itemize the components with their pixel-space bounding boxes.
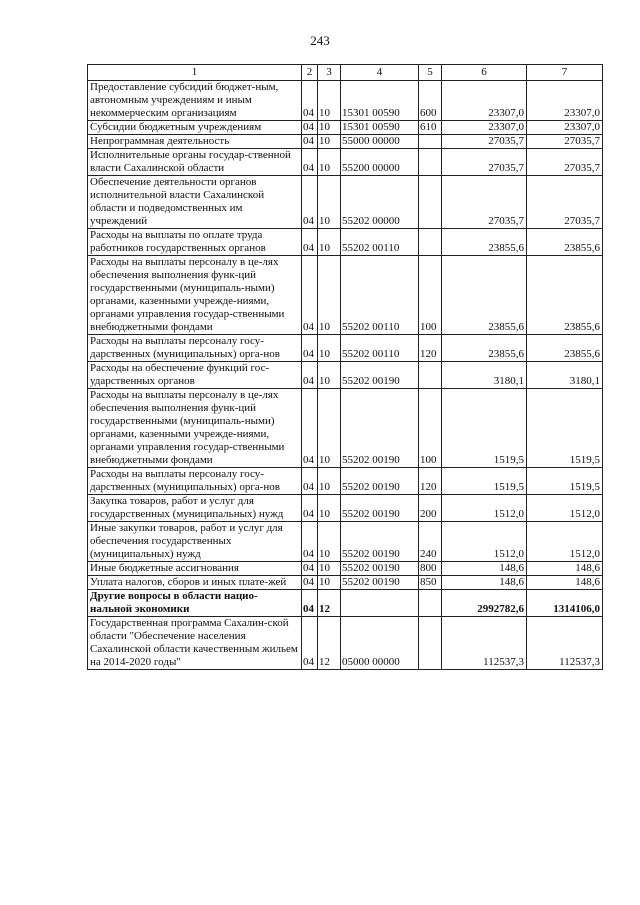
row-name-cell: Расходы на выплаты персоналу госу-дарственных (муниципальных) орга-нов — [88, 335, 302, 362]
expense-type-cell: 610 — [419, 121, 442, 135]
subsection-code-cell: 10 — [318, 176, 341, 229]
column-header: 5 — [419, 65, 442, 81]
row-name-cell: Расходы на выплаты персоналу госу-дарственных (муниципальных) орга-нов — [88, 468, 302, 495]
row-name-cell: Государственная программа Сахалин-ской области "Обеспечение населения Сахалинской области качественным жильем на 2014-2020 годы" — [88, 617, 302, 670]
table-row — [88, 522, 603, 562]
table-row — [88, 562, 603, 576]
table-row — [88, 617, 603, 670]
section-code-cell: 04 — [302, 617, 318, 670]
table-row — [88, 576, 603, 590]
column-header: 7 — [527, 65, 603, 81]
section-code-cell: 04 — [302, 256, 318, 335]
amount-col7-cell: 148,6 — [527, 562, 603, 576]
row-name-cell: Расходы на выплаты персоналу в це-лях обеспечения выполнения функ-ций государственными (муниципаль-ными) органами, казенными учрежде-ниями, органами управления государ-ственными внебюджетными фондами — [88, 256, 302, 335]
amount-col6-cell: 148,6 — [442, 562, 527, 576]
row-name-cell: Непрограммная деятельность — [88, 135, 302, 149]
amount-col6-cell: 3180,1 — [442, 362, 527, 389]
subsection-code-cell: 10 — [318, 121, 341, 135]
amount-col6-cell: 1512,0 — [442, 522, 527, 562]
page-number: 243 — [310, 33, 330, 48]
column-header: 1 — [88, 65, 302, 81]
table-row — [88, 389, 603, 468]
table-row — [88, 590, 603, 617]
target-item-code-cell: 55202 00190 — [341, 362, 419, 389]
table-body — [88, 81, 603, 670]
row-name-cell: Обеспечение деятельности органов исполнительной власти Сахалинской области и подведомственных им учреждений — [88, 176, 302, 229]
section-code-cell: 04 — [302, 135, 318, 149]
expense-type-cell: 800 — [419, 562, 442, 576]
subsection-code-cell: 10 — [318, 81, 341, 121]
section-code-cell: 04 — [302, 522, 318, 562]
subsection-code-cell: 10 — [318, 389, 341, 468]
subsection-code-cell: 10 — [318, 562, 341, 576]
amount-col6-cell: 112537,3 — [442, 617, 527, 670]
expense-type-cell: 120 — [419, 468, 442, 495]
subsection-code-cell: 10 — [318, 256, 341, 335]
amount-col7-cell: 1512,0 — [527, 522, 603, 562]
section-code-cell: 04 — [302, 590, 318, 617]
amount-col6-cell: 27035,7 — [442, 176, 527, 229]
amount-col6-cell: 27035,7 — [442, 149, 527, 176]
amount-col7-cell: 1512,0 — [527, 495, 603, 522]
amount-col7-cell: 1519,5 — [527, 389, 603, 468]
table-row — [88, 495, 603, 522]
target-item-code-cell: 05000 00000 — [341, 617, 419, 670]
target-item-code-cell: 15301 00590 — [341, 121, 419, 135]
row-name-cell: Другие вопросы в области нацио-нальной экономики — [88, 590, 302, 617]
target-item-code-cell: 15301 00590 — [341, 81, 419, 121]
section-code-cell: 04 — [302, 229, 318, 256]
amount-col7-cell: 23855,6 — [527, 256, 603, 335]
section-code-cell: 04 — [302, 495, 318, 522]
amount-col7-cell: 23307,0 — [527, 81, 603, 121]
expense-type-cell: 850 — [419, 576, 442, 590]
table-row — [88, 121, 603, 135]
amount-col6-cell: 23307,0 — [442, 81, 527, 121]
amount-col7-cell: 3180,1 — [527, 362, 603, 389]
amount-col6-cell: 1519,5 — [442, 389, 527, 468]
subsection-code-cell: 10 — [318, 149, 341, 176]
subsection-code-cell: 10 — [318, 468, 341, 495]
expense-type-cell — [419, 135, 442, 149]
amount-col7-cell: 27035,7 — [527, 149, 603, 176]
row-name-cell: Исполнительные органы государ-ственной власти Сахалинской области — [88, 149, 302, 176]
section-code-cell: 04 — [302, 81, 318, 121]
table-row — [88, 468, 603, 495]
expense-type-cell — [419, 590, 442, 617]
subsection-code-cell: 10 — [318, 576, 341, 590]
row-name-cell: Расходы на обеспечение функций гос-ударственных органов — [88, 362, 302, 389]
row-name-cell: Закупка товаров, работ и услуг для государственных (муниципальных) нужд — [88, 495, 302, 522]
column-header: 4 — [341, 65, 419, 81]
target-item-code-cell: 55000 00000 — [341, 135, 419, 149]
expense-type-cell: 100 — [419, 389, 442, 468]
table-row — [88, 229, 603, 256]
expense-type-cell: 600 — [419, 81, 442, 121]
expense-type-cell — [419, 149, 442, 176]
column-header: 3 — [318, 65, 341, 81]
target-item-code-cell: 55202 00190 — [341, 576, 419, 590]
table-row — [88, 362, 603, 389]
expense-type-cell: 100 — [419, 256, 442, 335]
amount-col6-cell: 23855,6 — [442, 229, 527, 256]
row-name-cell: Иные бюджетные ассигнования — [88, 562, 302, 576]
row-name-cell: Субсидии бюджетным учреждениям — [88, 121, 302, 135]
section-code-cell: 04 — [302, 562, 318, 576]
amount-col7-cell: 1314106,0 — [527, 590, 603, 617]
section-code-cell: 04 — [302, 389, 318, 468]
amount-col6-cell: 1512,0 — [442, 495, 527, 522]
budget-table — [87, 64, 603, 670]
expense-type-cell — [419, 229, 442, 256]
amount-col6-cell: 27035,7 — [442, 135, 527, 149]
row-name-cell: Расходы на выплаты персоналу в це-лях обеспечения выполнения функ-ций государственными (муниципаль-ными) органами, казенными учрежде-ниями, органами управления государ-ственными внебюджетными фондами — [88, 389, 302, 468]
section-code-cell: 04 — [302, 176, 318, 229]
amount-col6-cell: 23307,0 — [442, 121, 527, 135]
section-code-cell: 04 — [302, 468, 318, 495]
amount-col7-cell: 27035,7 — [527, 176, 603, 229]
subsection-code-cell: 10 — [318, 522, 341, 562]
table-row — [88, 135, 603, 149]
target-item-code-cell: 55202 00190 — [341, 468, 419, 495]
amount-col7-cell: 1519,5 — [527, 468, 603, 495]
target-item-code-cell: 55202 00190 — [341, 389, 419, 468]
target-item-code-cell: 55202 00110 — [341, 256, 419, 335]
target-item-code-cell: 55202 00000 — [341, 176, 419, 229]
section-code-cell: 04 — [302, 362, 318, 389]
subsection-code-cell: 10 — [318, 495, 341, 522]
subsection-code-cell: 10 — [318, 229, 341, 256]
amount-col7-cell: 148,6 — [527, 576, 603, 590]
target-item-code-cell — [341, 590, 419, 617]
expense-type-cell — [419, 617, 442, 670]
column-header: 2 — [302, 65, 318, 81]
section-code-cell: 04 — [302, 121, 318, 135]
row-name-cell: Уплата налогов, сборов и иных плате-жей — [88, 576, 302, 590]
expense-type-cell — [419, 176, 442, 229]
row-name-cell: Расходы на выплаты по оплате труда работников государственных органов — [88, 229, 302, 256]
table-row — [88, 149, 603, 176]
amount-col7-cell: 23855,6 — [527, 229, 603, 256]
expense-type-cell: 240 — [419, 522, 442, 562]
amount-col6-cell: 1519,5 — [442, 468, 527, 495]
target-item-code-cell: 55202 00190 — [341, 562, 419, 576]
table-row — [88, 81, 603, 121]
subsection-code-cell: 10 — [318, 362, 341, 389]
target-item-code-cell: 55202 00110 — [341, 335, 419, 362]
amount-col6-cell: 148,6 — [442, 576, 527, 590]
target-item-code-cell: 55202 00190 — [341, 522, 419, 562]
subsection-code-cell: 10 — [318, 335, 341, 362]
amount-col6-cell: 2992782,6 — [442, 590, 527, 617]
subsection-code-cell: 10 — [318, 135, 341, 149]
column-header: 6 — [442, 65, 527, 81]
table-row — [88, 256, 603, 335]
section-code-cell: 04 — [302, 576, 318, 590]
expense-type-cell — [419, 362, 442, 389]
column-header-row — [88, 65, 603, 81]
amount-col7-cell: 23855,6 — [527, 335, 603, 362]
section-code-cell: 04 — [302, 149, 318, 176]
amount-col7-cell: 23307,0 — [527, 121, 603, 135]
amount-col7-cell: 27035,7 — [527, 135, 603, 149]
amount-col6-cell: 23855,6 — [442, 256, 527, 335]
subsection-code-cell: 12 — [318, 590, 341, 617]
target-item-code-cell: 55200 00000 — [341, 149, 419, 176]
expense-type-cell: 200 — [419, 495, 442, 522]
subsection-code-cell: 12 — [318, 617, 341, 670]
section-code-cell: 04 — [302, 335, 318, 362]
amount-col6-cell: 23855,6 — [442, 335, 527, 362]
target-item-code-cell: 55202 00190 — [341, 495, 419, 522]
row-name-cell: Предоставление субсидий бюджет-ным, автономным учреждениям и иным некоммерческим организациям — [88, 81, 302, 121]
table-row — [88, 335, 603, 362]
table-row — [88, 176, 603, 229]
target-item-code-cell: 55202 00110 — [341, 229, 419, 256]
row-name-cell: Иные закупки товаров, работ и услуг для обеспечения государственных (муниципальных) нужд — [88, 522, 302, 562]
expense-type-cell: 120 — [419, 335, 442, 362]
amount-col7-cell: 112537,3 — [527, 617, 603, 670]
